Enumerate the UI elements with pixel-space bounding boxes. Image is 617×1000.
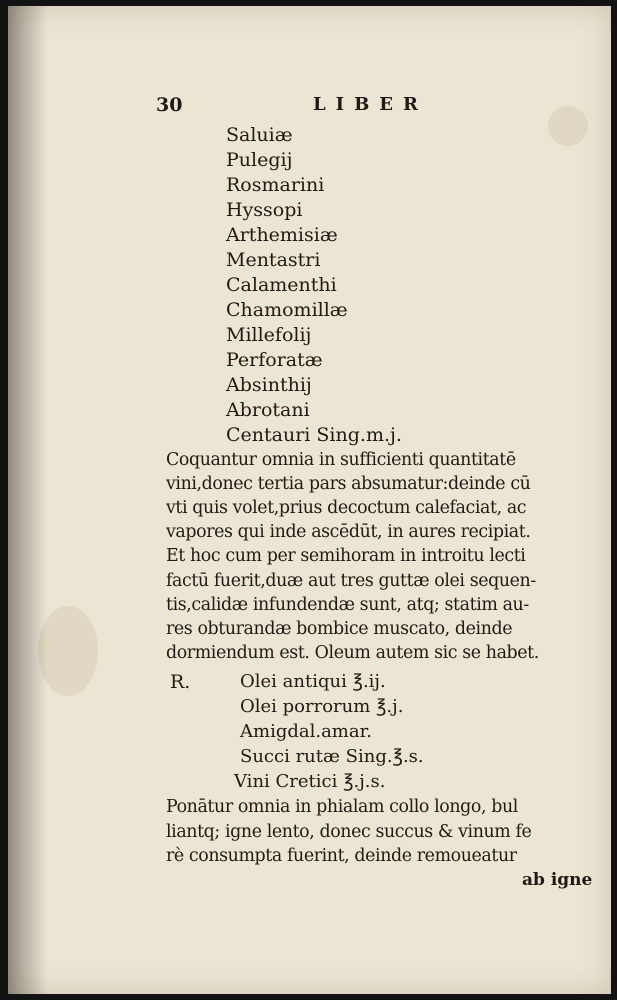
recipe-marker: R. [170,671,191,693]
recipe-line: Succi rutæ Sing.℥.s. [240,746,424,767]
body-text-line: dormiendum est. Oleum autem sic se habet. [166,643,539,663]
recipe-line: Vini Cretici ℥.j.s. [234,771,386,792]
body-text-line: vti quis volet,prius decoctum calefaciat, ac [166,498,527,518]
ingredient-line: Calamenthi [226,274,337,296]
running-head: LIBER [313,94,428,115]
body-text-line: liantq; igne lento, donec succus & vinum fe [166,822,532,842]
ingredient-line: Centauri Sing.m.j. [226,424,402,446]
body-text-line: Coquantur omnia in sufficienti quantitatē [166,450,516,470]
body-text-line: factū fuerit,duæ aut tres guttæ olei sequen- [166,571,536,591]
ingredient-line: Abrotani [226,399,310,421]
ingredient-line: Arthemisiæ [226,224,338,246]
ingredient-line: Perforatæ [226,349,323,371]
page-gutter-shadow [8,6,48,994]
ingredient-line: Millefolij [226,324,312,346]
ingredient-line: Rosmarini [226,174,325,196]
body-text-line: Et hoc cum per semihoram in introitu lecti [166,546,526,566]
ingredient-line: Mentastri [226,249,321,271]
recipe-line: Amigdal.amar. [240,721,372,742]
recipe-line: Olei antiqui ℥.ij. [240,671,386,692]
paper-stain [548,106,588,146]
body-text-line: res obturandæ bombice muscato, deinde [166,619,513,639]
body-text-line: Ponātur omnia in phialam collo longo, bul [166,797,518,817]
book-page [8,6,611,994]
paper-stain [38,606,98,696]
ingredient-line: Pulegij [226,149,293,171]
ingredient-line: Absinthij [226,374,312,396]
catchword: ab igne [522,870,593,890]
body-text-line: tis,calidæ infundendæ sunt, atq; statim au- [166,595,529,615]
ingredient-line: Saluiæ [226,124,293,146]
page-number: 30 [156,94,183,116]
body-text-line: vini,donec tertia pars absumatur:deinde cū [166,474,531,494]
ingredient-line: Hyssopi [226,199,303,221]
ingredient-line: Chamomillæ [226,299,348,321]
recipe-line: Olei porrorum ℥.j. [240,696,404,717]
body-text-line: rè consumpta fuerint, deinde remoueatur [166,846,517,866]
body-text-line: vapores qui inde ascēdūt, in aures recipiat. [166,522,531,542]
